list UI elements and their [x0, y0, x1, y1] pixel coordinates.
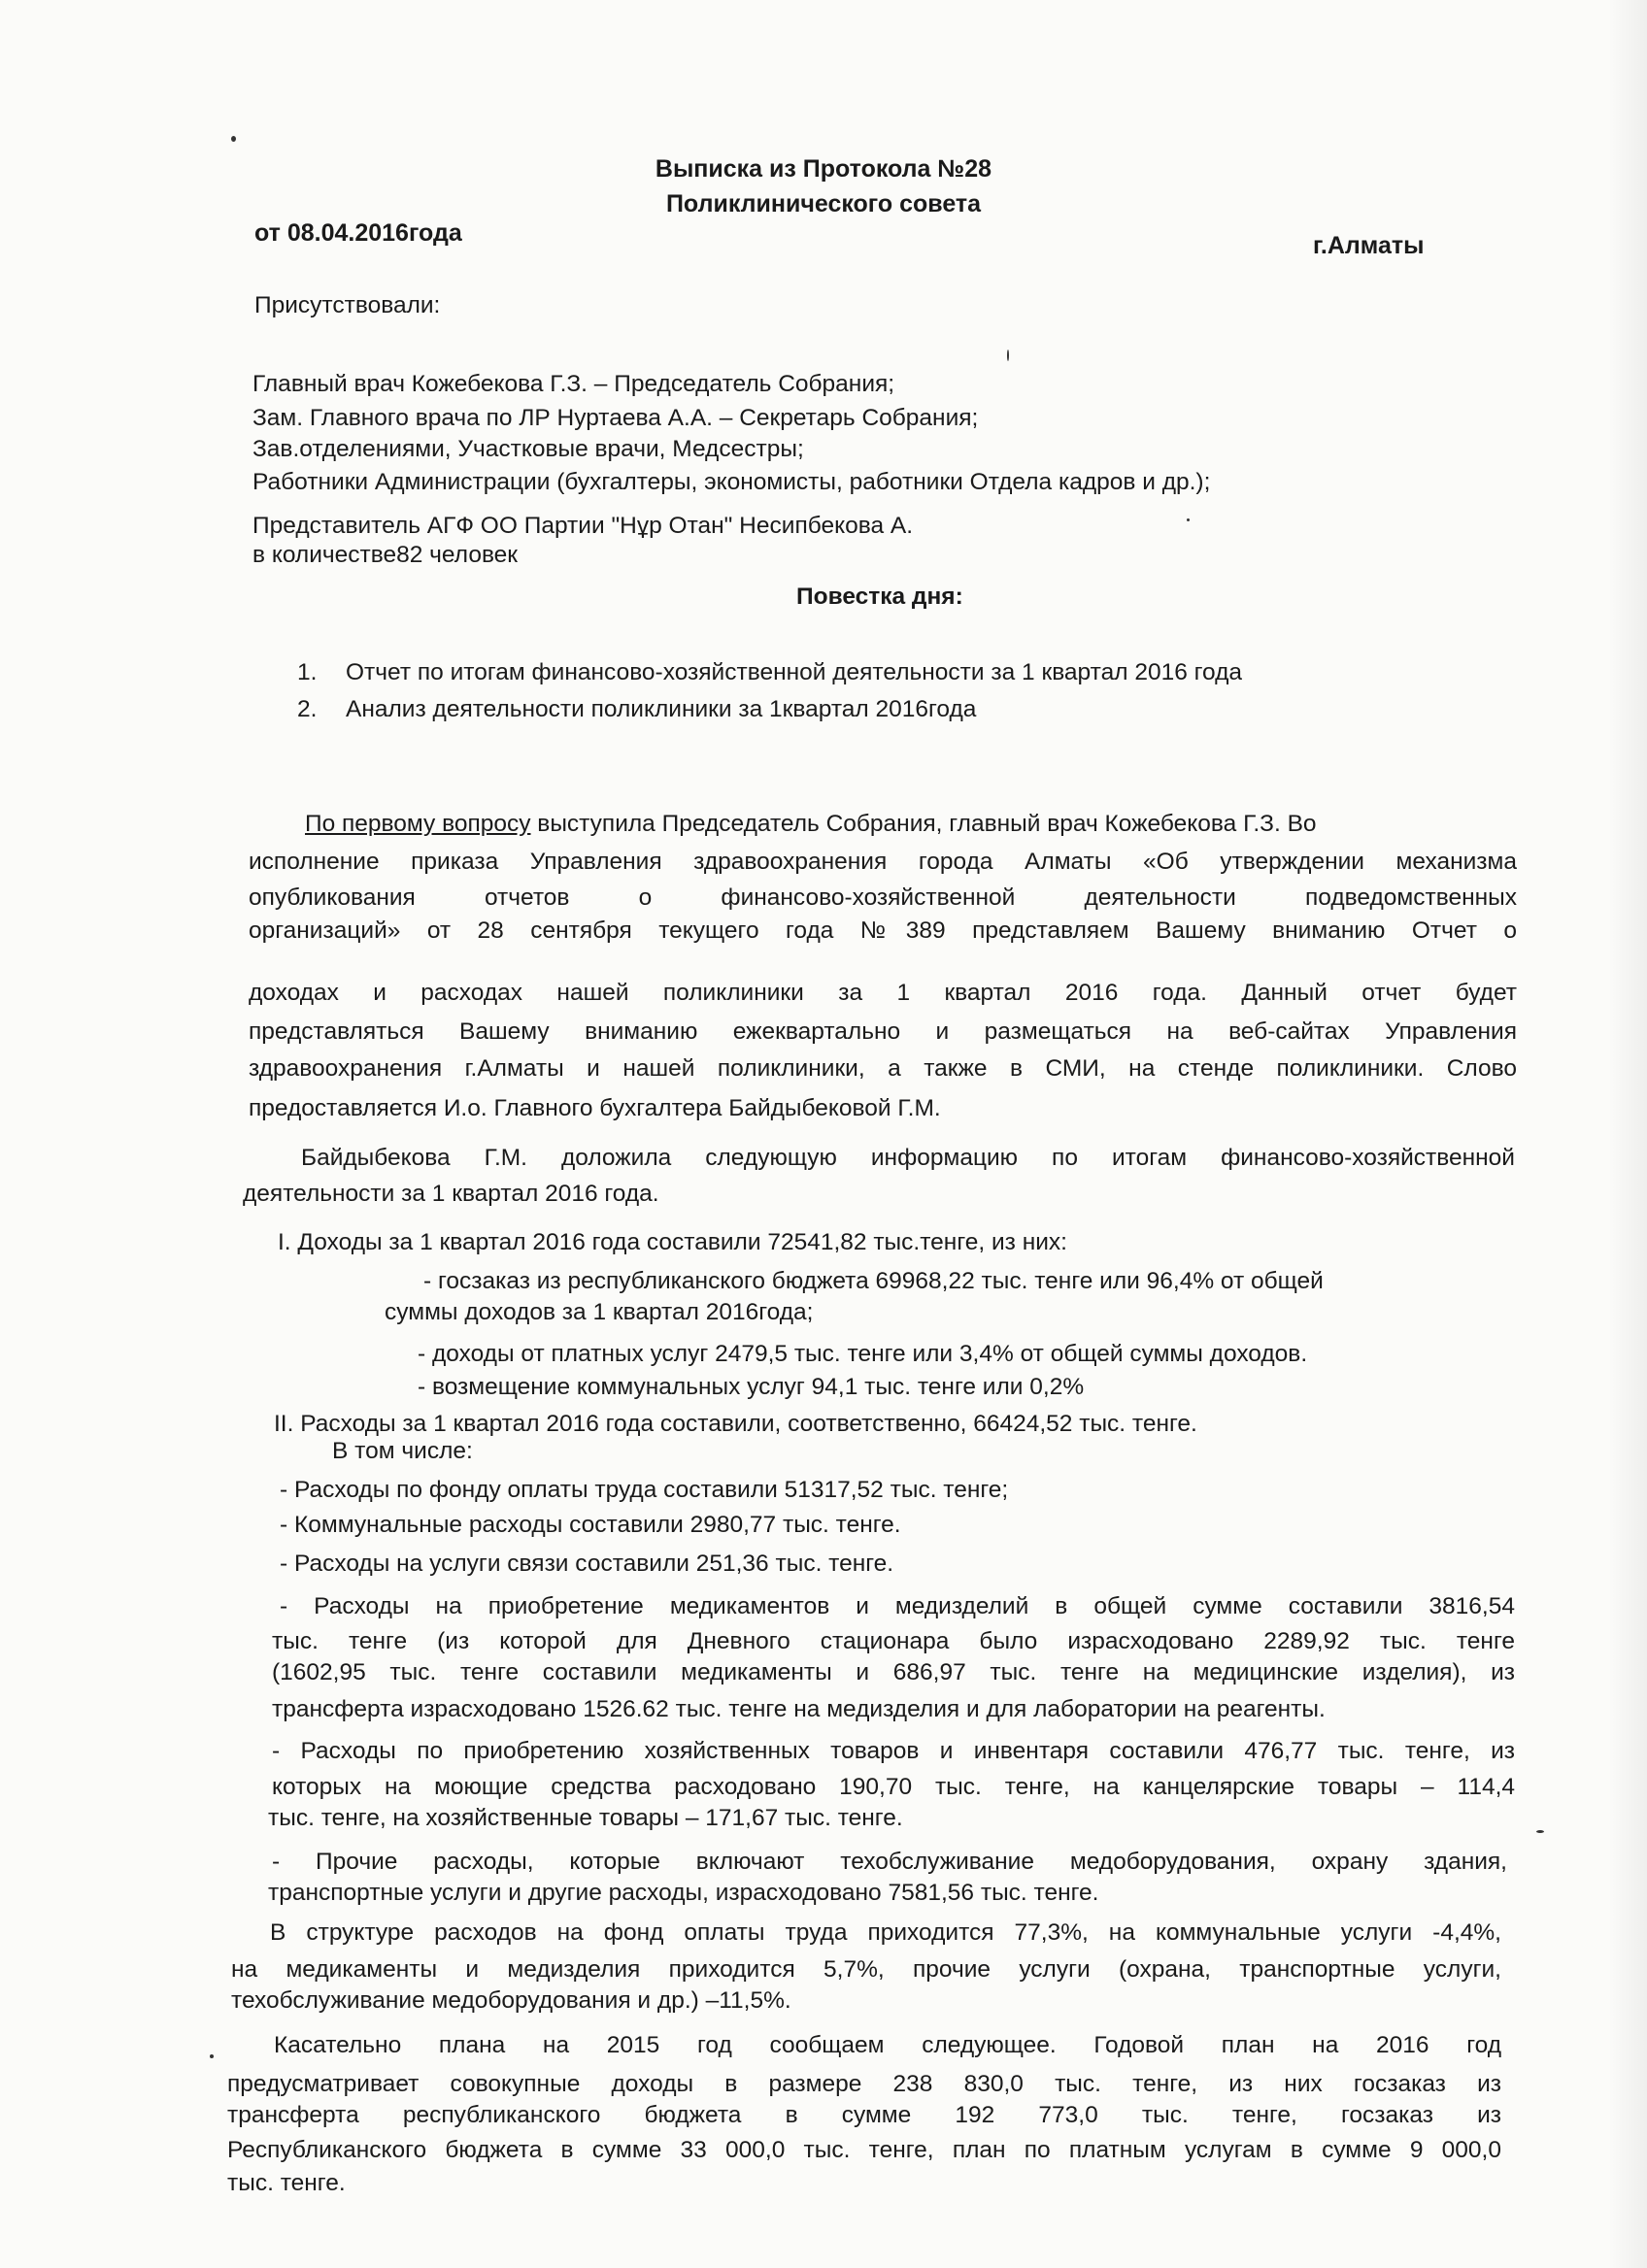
- agenda-item-number: 1.: [297, 659, 318, 685]
- expense-item: - Расходы по фонду оплаты труда составили 51317,52 тыс. тенге;: [280, 1477, 1009, 1503]
- attendance-heading: Присутствовали:: [254, 292, 441, 318]
- paragraph-line: организаций» от 28 сентября текущего года №389 представляем Вашему вниманию Отчет о: [249, 917, 1517, 944]
- scan-speck: [1007, 350, 1009, 361]
- attendance-line: в количестве82 человек: [252, 542, 519, 568]
- first-question-label: По первому вопросу: [305, 811, 531, 837]
- expense-item: - Прочие расходы, которые включают техобслуживание медоборудования, охрану здания,: [272, 1849, 1507, 1875]
- scan-speck: [1187, 518, 1190, 521]
- expense-item: которых на моющие средства расходовано 190,70 тыс. тенге, на канцелярские товары – 114,4: [272, 1774, 1515, 1800]
- expense-item: трансферта израсходовано 1526.62 тыс. тенге на медизделия и для лаборатории на реагенты.: [272, 1696, 1326, 1722]
- paragraph-line: Байдыбекова Г.М. доложила следующую информацию по итогам финансово-хозяйственной: [301, 1145, 1515, 1171]
- agenda-item-number: 2.: [297, 696, 318, 722]
- agenda-item: Анализ деятельности поликлиники за 1квартал 2016года: [346, 696, 977, 722]
- agenda-item: Отчет по итогам финансово-хозяйственной деятельности за 1 квартал 2016 года: [346, 659, 1243, 685]
- scan-edge-shadow: [1608, 0, 1647, 2268]
- document-date: от 08.04.2016года: [254, 219, 462, 247]
- attendance-line: Главный врач Кожебекова Г.З. – Председатель Собрания;: [252, 371, 895, 397]
- paragraph-line: В структуре расходов на фонд оплаты труда приходится 77,3%, на коммунальные услуги -4,4%,: [270, 1919, 1501, 1946]
- paragraph-line: опубликования отчетов о финансово-хозяйственной деятельности подведомственных: [249, 884, 1517, 911]
- income-heading: I. Доходы за 1 квартал 2016 года составили 72541,82 тыс.тенге, из них:: [278, 1229, 1067, 1255]
- scan-speck: [1536, 1830, 1544, 1833]
- paragraph-line: доходах и расходах нашей поликлиники за 1 квартал 2016 года. Данный отчет будет: [249, 980, 1517, 1006]
- paragraph-line: предусматривает совокупные доходы в размере 238 830,0 тыс. тенге, из них госзаказ из: [227, 2071, 1501, 2097]
- agenda-heading: Повестка дня:: [796, 584, 963, 610]
- income-item: суммы доходов за 1 квартал 2016года;: [385, 1299, 814, 1325]
- paragraph-line: техобслуживание медоборудования и др.) –11,5%.: [231, 1987, 791, 2014]
- paragraph-first-line: По первому вопросу выступила Председатель Собрания, главный врач Кожебекова Г.З. Во: [305, 811, 1317, 837]
- expense-item: - Расходы на услуги связи составили 251,36 тыс. тенге.: [280, 1551, 894, 1577]
- paragraph-line: представляться Вашему вниманию ежеквартально и размещаться на веб-сайтах Управления: [249, 1018, 1517, 1045]
- document-city: г.Алматы: [1313, 232, 1425, 259]
- expense-item: (1602,95 тыс. тенге составили медикаменты и 686,97 тыс. тенге на медицинские изделия), из: [272, 1659, 1515, 1685]
- paragraph-line: здравоохранения г.Алматы и нашей поликлиники, а также в СМИ, на стенде поликлиники. Слово: [249, 1055, 1517, 1082]
- attendance-line: Зам. Главного врача по ЛР Нуртаева А.А. – Секретарь Собрания;: [252, 405, 979, 431]
- income-item: - госзаказ из республиканского бюджета 69968,22 тыс. тенге или 96,4% от общей: [423, 1268, 1324, 1294]
- attendance-line: Представитель АГФ ОО Партии "Нұр Отан" Несипбекова А.: [252, 513, 914, 539]
- expense-item: - Расходы по приобретению хозяйственных товаров и инвентаря составили 476,77 тыс. тенге, из: [272, 1738, 1515, 1764]
- paragraph-line: Касательно плана на 2015 год сообщаем следующее. Годовой план на 2016 год: [274, 2032, 1501, 2058]
- paragraph-line: на медикаменты и медизделия приходится 5,7%, прочие услуги (охрана, транспортные услуги,: [231, 1956, 1501, 1983]
- document-title: Выписка из Протокола №28: [655, 155, 992, 183]
- scan-speck: [210, 2054, 214, 2058]
- attendance-line: Зав.отделениями, Участковые врачи, Медсестры;: [252, 436, 804, 462]
- expense-item: - Коммунальные расходы составили 2980,77 тыс. тенге.: [280, 1512, 901, 1538]
- income-item: - доходы от платных услуг 2479,5 тыс. тенге или 3,4% от общей суммы доходов.: [418, 1341, 1308, 1367]
- paragraph-line: деятельности за 1 квартал 2016 года.: [243, 1181, 659, 1207]
- expense-item: тыс. тенге (из которой для Дневного стационара было израсходовано 2289,92 тыс. тенге: [272, 1628, 1515, 1654]
- paragraph-line: трансферта республиканского бюджета в сумме 192 773,0 тыс. тенге, госзаказ из: [227, 2102, 1501, 2128]
- scan-speck: [231, 136, 236, 142]
- expense-item: транспортные услуги и другие расходы, израсходовано 7581,56 тыс. тенге.: [268, 1880, 1099, 1906]
- paragraph-line: Республиканского бюджета в сумме 33 000,0 тыс. тенге, план по платным услугам в сумме 9 000,0: [227, 2137, 1501, 2163]
- attendance-line: Работники Администрации (бухгалтеры, экономисты, работники Отдела кадров и др.);: [252, 469, 1211, 495]
- expense-heading: II. Расходы за 1 квартал 2016 года составили, соответственно, 66424,52 тыс. тенге.: [274, 1411, 1197, 1437]
- expense-including: В том числе:: [332, 1438, 473, 1464]
- paragraph-line: исполнение приказа Управления здравоохранения города Алматы «Об утверждении механизма: [249, 849, 1517, 875]
- paragraph-line: предоставляется И.о. Главного бухгалтера Байдыбековой Г.М.: [249, 1095, 941, 1121]
- paragraph-line: тыс. тенге.: [227, 2170, 346, 2196]
- expense-item: тыс. тенге, на хозяйственные товары – 171,67 тыс. тенге.: [268, 1805, 903, 1831]
- income-item: - возмещение коммунальных услуг 94,1 тыс. тенге или 0,2%: [418, 1374, 1085, 1400]
- expense-item: - Расходы на приобретение медикаментов и медизделий в общей сумме составили 3816,54: [280, 1593, 1515, 1619]
- document-subtitle: Поликлинического совета: [665, 190, 982, 217]
